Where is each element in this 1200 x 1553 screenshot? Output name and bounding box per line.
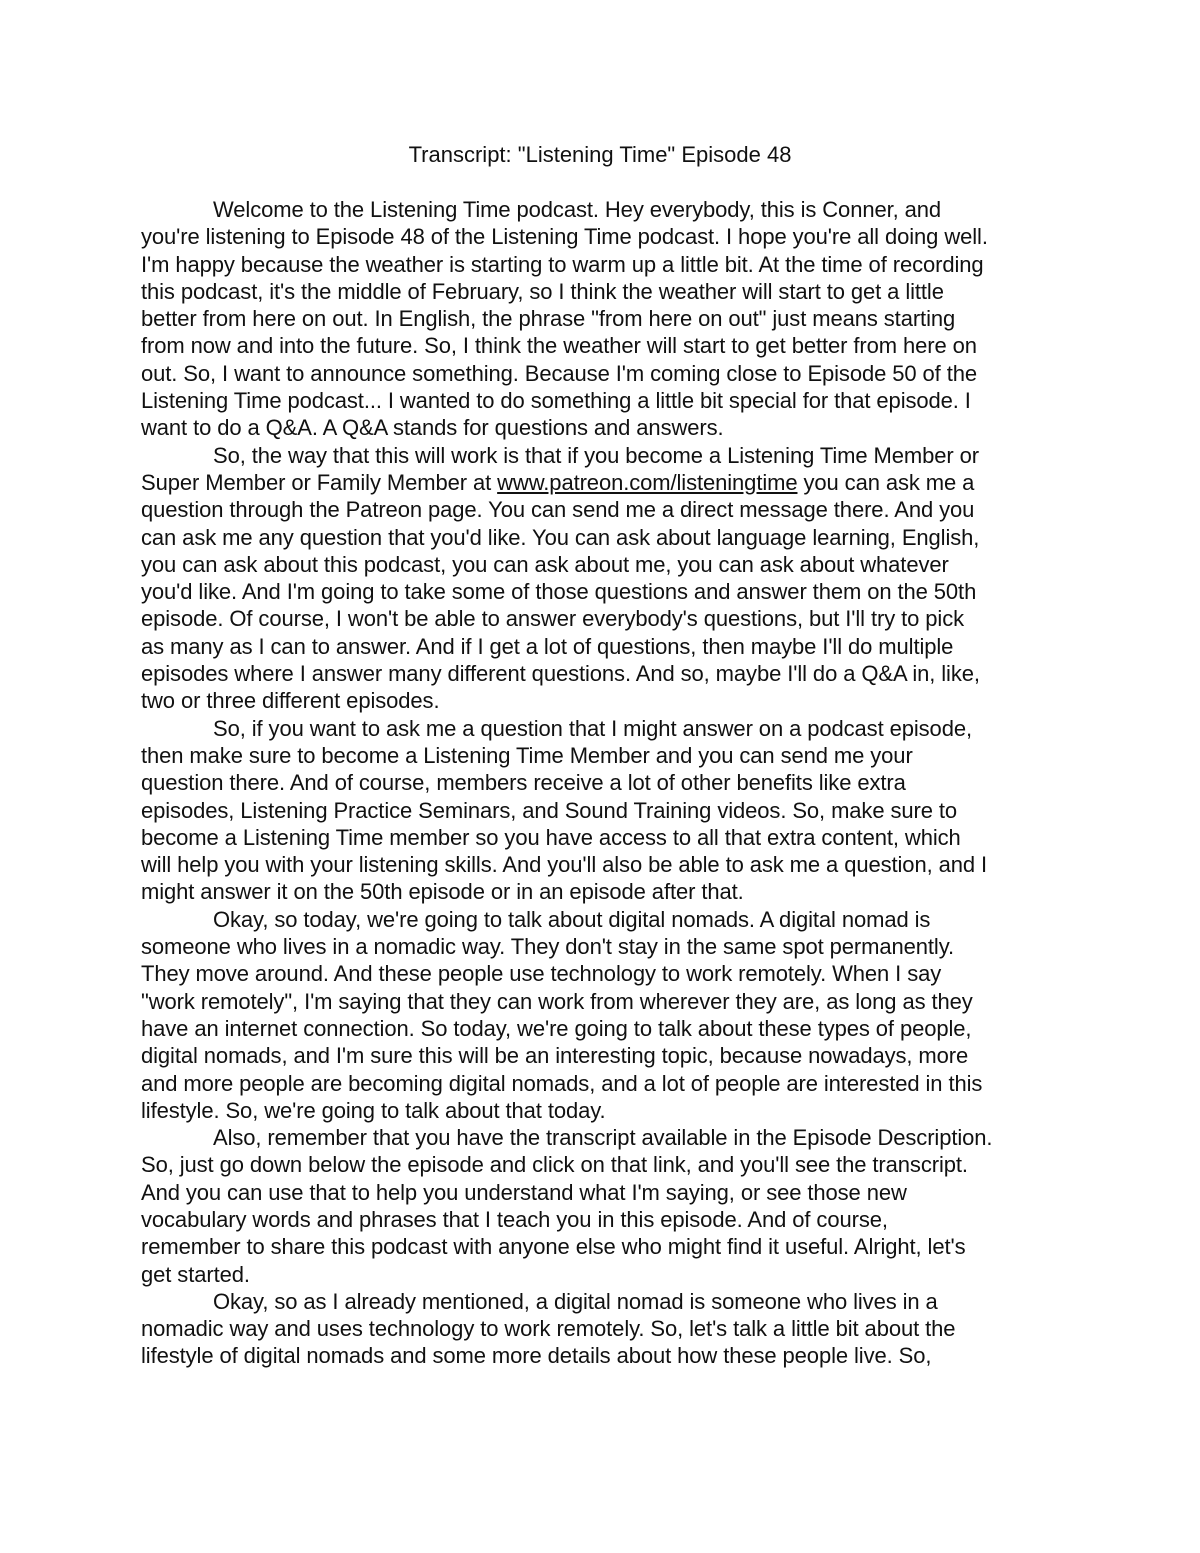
paragraph-2 (141, 442, 1071, 715)
paragraph-line: you'd like. And I'm going to take some of those questions and answer them on the 50th (141, 579, 977, 605)
link-suffix-text: you can ask me a (797, 469, 975, 495)
paragraph-line: episodes where I answer many different questions. And so, maybe I'll do a Q&A in, like, (141, 661, 980, 687)
paragraph-line: They move around. And these people use technology to work remotely. When I say (141, 961, 942, 987)
paragraph-line: nomadic way and uses technology to work remotely. So, let's talk a little bit about the (141, 1316, 956, 1342)
paragraph-line: as many as I can to answer. And if I get a lot of questions, then maybe I'll do multiple (141, 633, 954, 659)
paragraph-line: from now and into the future. So, I think the weather will start to get better from here on (141, 333, 977, 359)
paragraph-line: want to do a Q&A. A Q&A stands for questions and answers. (141, 415, 724, 441)
paragraph-line: episode. Of course, I won't be able to answer everybody's questions, but I'll try to pick (141, 606, 965, 632)
patreon-link[interactable]: www.patreon.com/listeningtime (497, 469, 798, 495)
link-prefix-text: Super Member or Family Member at (141, 469, 498, 495)
paragraph-line: So, just go down below the episode and click on that link, and you'll see the transcript. (141, 1152, 968, 1178)
paragraph-line: out. So, I want to announce something. Because I'm coming close to Episode 50 of the (141, 360, 977, 386)
paragraph-line: will help you with your listening skills. And you'll also be able to ask me a question, and I (141, 852, 988, 878)
paragraph-line: someone who lives in a nomadic way. They don't stay in the same spot permanently. (141, 934, 954, 960)
paragraph-line: digital nomads, and I'm sure this will be an interesting topic, because nowadays, more (141, 1043, 969, 1069)
paragraph-3 (141, 715, 1071, 906)
paragraph-line: then make sure to become a Listening Time Member and you can send me your (141, 742, 913, 768)
paragraph-line: Welcome to the Listening Time podcast. Hey everybody, this is Conner, and (213, 197, 942, 222)
paragraph-line: question through the Patreon page. You can send me a direct message there. And you (141, 497, 975, 523)
paragraph-line: Listening Time podcast... I wanted to do something a little bit special for that episode. I (141, 388, 971, 414)
paragraph-line: Okay, so as I already mentioned, a digital nomad is someone who lives in a (213, 1288, 938, 1314)
paragraph-line: become a Listening Time member so you have access to all that extra content, which (141, 824, 961, 850)
paragraph-line: get started. (141, 1261, 250, 1287)
paragraph-1 (141, 196, 1071, 442)
paragraph-line: two or three different episodes. (141, 688, 440, 714)
paragraph-4 (141, 906, 1071, 1124)
paragraph-line: And you can use that to help you understand what I'm saying, or see those new (141, 1179, 907, 1205)
paragraph-line: and more people are becoming digital nomads, and a lot of people are interested in this (141, 1070, 983, 1096)
paragraph-line: this podcast, it's the middle of February, so I think the weather will start to get a little (141, 278, 944, 304)
paragraph-line: better from here on out. In English, the phrase "from here on out" just means starting (141, 306, 956, 332)
paragraph-line: remember to share this podcast with anyone else who might find it useful. Alright, let's (141, 1234, 966, 1260)
paragraph-line: Also, remember that you have the transcript available in the Episode Description. (213, 1125, 993, 1151)
document-title: Transcript: "Listening Time" Episode 48 (408, 142, 792, 167)
paragraph-6 (141, 1288, 1071, 1370)
paragraph-line: might answer it on the 50th episode or in an episode after that. (141, 879, 744, 905)
paragraph-line: So, the way that this will work is that if you become a Listening Time Member or (213, 442, 979, 468)
paragraph-5 (141, 1124, 1071, 1288)
paragraph-line: vocabulary words and phrases that I teach you in this episode. And of course, (141, 1206, 888, 1232)
paragraph-line: can ask me any question that you'd like. You can ask about language learning, English, (141, 524, 980, 550)
paragraph-line: I'm happy because the weather is starting to warm up a little bit. At the time of recording (141, 251, 984, 277)
paragraph-line: episodes, Listening Practice Seminars, and Sound Training videos. So, make sure to (141, 797, 958, 823)
paragraph-line: have an internet connection. So today, we're going to talk about these types of people, (141, 1015, 972, 1041)
paragraph-line-with-link (141, 469, 1071, 496)
transcript-body (141, 196, 1071, 1370)
paragraph-line: question there. And of course, members receive a lot of other benefits like extra (141, 770, 906, 796)
paragraph-line: lifestyle. So, we're going to talk about that today. (141, 1097, 606, 1123)
paragraph-line: Okay, so today, we're going to talk about digital nomads. A digital nomad is (213, 906, 931, 932)
paragraph-line: you can ask about this podcast, you can ask about me, you can ask about whatever (141, 551, 949, 577)
paragraph-line: lifestyle of digital nomads and some more details about how these people live. So, (141, 1343, 932, 1369)
paragraph-line: you're listening to Episode 48 of the Listening Time podcast. I hope you're all doing well. (141, 224, 988, 250)
paragraph-line: "work remotely", I'm saying that they can work from wherever they are, as long as they (141, 988, 973, 1014)
paragraph-line: So, if you want to ask me a question that I might answer on a podcast episode, (213, 715, 972, 741)
